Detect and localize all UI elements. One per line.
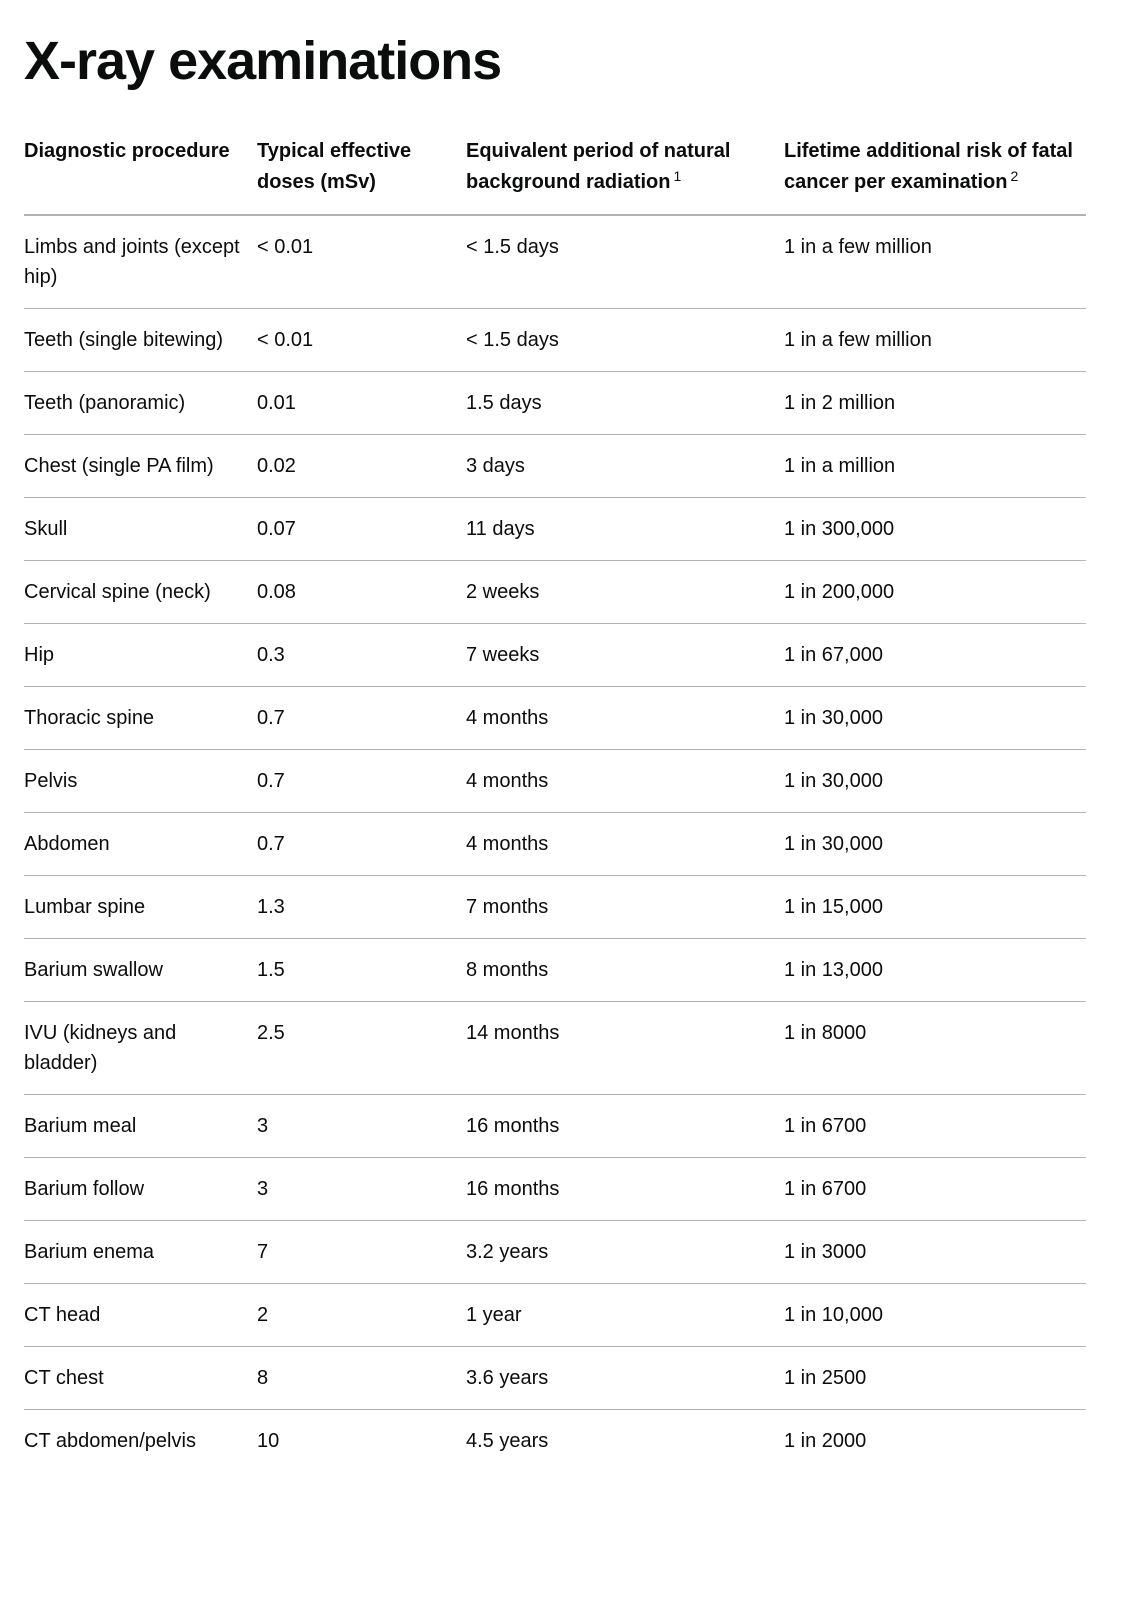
table-row [24, 813, 1086, 876]
table-row [24, 1284, 1086, 1347]
cell-dose: 1.5 [257, 939, 466, 1002]
cell-procedure: Barium swallow [24, 939, 257, 1002]
header-risk: Lifetime additional risk of fatal cancer per examination $^2$ [784, 130, 1086, 215]
header-period: Equivalent period of natural background radiation $^1$ [466, 130, 784, 215]
page-title: X-ray examinations [24, 31, 502, 91]
cell-risk: 1 in 2 million [784, 372, 1086, 435]
cell-procedure: Hip [24, 624, 257, 687]
cell-risk: 1 in 200,000 [784, 561, 1086, 624]
cell-risk: 1 in 8000 [784, 1002, 1086, 1095]
table-row [24, 750, 1086, 813]
table-row [24, 435, 1086, 498]
table-row [24, 215, 1086, 309]
cell-period: 16 months [466, 1095, 784, 1158]
cell-risk: 1 in 15,000 [784, 876, 1086, 939]
cell-period: 1.5 days [466, 372, 784, 435]
cell-procedure: Barium meal [24, 1095, 257, 1158]
cell-risk: 1 in 6700 [784, 1158, 1086, 1221]
cell-period: 2 weeks [466, 561, 784, 624]
table-row [24, 561, 1086, 624]
cell-dose: 0.08 [257, 561, 466, 624]
cell-risk: 1 in 30,000 [784, 750, 1086, 813]
cell-period: 4 months [466, 813, 784, 876]
cell-dose: 2 [257, 1284, 466, 1347]
table-row [24, 1347, 1086, 1410]
footnote-ref-2[interactable]: 2 [1010, 168, 1019, 184]
table-row [24, 1002, 1086, 1095]
cell-period: 4 months [466, 687, 784, 750]
cell-period: 3 days [466, 435, 784, 498]
table-row [24, 372, 1086, 435]
cell-risk: 1 in 13,000 [784, 939, 1086, 1002]
cell-period: 8 months [466, 939, 784, 1002]
cell-procedure: Limbs and joints (except hip) [24, 215, 257, 309]
cell-period: 3.6 years [466, 1347, 784, 1410]
cell-dose: 0.7 [257, 687, 466, 750]
cell-period: 4 months [466, 750, 784, 813]
table-row [24, 1095, 1086, 1158]
cell-dose: 3 [257, 1095, 466, 1158]
cell-procedure: IVU (kidneys and bladder) [24, 1002, 257, 1095]
cell-dose: 0.7 [257, 750, 466, 813]
cell-dose: 8 [257, 1347, 466, 1410]
table-row [24, 309, 1086, 372]
header-procedure: Diagnostic procedure [24, 130, 257, 215]
cell-dose: 2.5 [257, 1002, 466, 1095]
cell-dose: 0.3 [257, 624, 466, 687]
cell-procedure: Pelvis [24, 750, 257, 813]
cell-dose: 3 [257, 1158, 466, 1221]
cell-procedure: Teeth (panoramic) [24, 372, 257, 435]
table-row [24, 498, 1086, 561]
cell-period: 7 months [466, 876, 784, 939]
cell-period: 14 months [466, 1002, 784, 1095]
cell-period: 1 year [466, 1284, 784, 1347]
cell-dose: 0.02 [257, 435, 466, 498]
cell-dose: < 0.01 [257, 309, 466, 372]
cell-procedure: CT head [24, 1284, 257, 1347]
cell-procedure: Abdomen [24, 813, 257, 876]
cell-risk: 1 in 10,000 [784, 1284, 1086, 1347]
table-row [24, 1410, 1086, 1473]
cell-risk: 1 in 30,000 [784, 687, 1086, 750]
cell-risk: 1 in a few million [784, 309, 1086, 372]
cell-period: 3.2 years [466, 1221, 784, 1284]
cell-procedure: Lumbar spine [24, 876, 257, 939]
cell-risk: 1 in a few million [784, 215, 1086, 309]
cell-period: 16 months [466, 1158, 784, 1221]
table-row [24, 876, 1086, 939]
xray-dose-table [24, 130, 1086, 1472]
cell-dose: 1.3 [257, 876, 466, 939]
cell-procedure: Barium enema [24, 1221, 257, 1284]
cell-period: < 1.5 days [466, 309, 784, 372]
cell-risk: 1 in a million [784, 435, 1086, 498]
table-body [24, 215, 1086, 1472]
cell-procedure: Barium follow [24, 1158, 257, 1221]
cell-risk: 1 in 2500 [784, 1347, 1086, 1410]
cell-procedure: Cervical spine (neck) [24, 561, 257, 624]
table-row [24, 1158, 1086, 1221]
cell-risk: 1 in 3000 [784, 1221, 1086, 1284]
cell-period: 4.5 years [466, 1430, 549, 1452]
cell-dose: 10 [257, 1430, 280, 1452]
cell-dose: 0.07 [257, 498, 466, 561]
cell-risk: 1 in 2000 [784, 1430, 867, 1452]
cell-period: 11 days [466, 498, 784, 561]
cell-risk: 1 in 300,000 [784, 498, 1086, 561]
cell-procedure: Thoracic spine [24, 687, 257, 750]
cell-dose: < 0.01 [257, 215, 466, 309]
cell-dose: 0.7 [257, 813, 466, 876]
cell-risk: 1 in 30,000 [784, 813, 1086, 876]
table-row [24, 1221, 1086, 1284]
cell-risk: 1 in 67,000 [784, 624, 1086, 687]
cell-procedure: CT abdomen/pelvis [24, 1430, 196, 1452]
cell-dose: 0.01 [257, 372, 466, 435]
cell-procedure: Skull [24, 498, 257, 561]
table-row [24, 687, 1086, 750]
cell-period: 7 weeks [466, 624, 784, 687]
cell-procedure: Chest (single PA film) [24, 435, 257, 498]
cell-dose: 7 [257, 1221, 466, 1284]
table-row [24, 939, 1086, 1002]
cell-period: < 1.5 days [466, 215, 784, 309]
footnote-ref-1[interactable]: 1 [673, 168, 682, 184]
table-header-row [24, 130, 1086, 215]
cell-procedure: CT chest [24, 1347, 257, 1410]
header-dose: Typical effective doses (mSv) [257, 130, 466, 215]
cell-risk: 1 in 6700 [784, 1095, 1086, 1158]
cell-procedure: Teeth (single bitewing) [24, 309, 257, 372]
table-row [24, 624, 1086, 687]
